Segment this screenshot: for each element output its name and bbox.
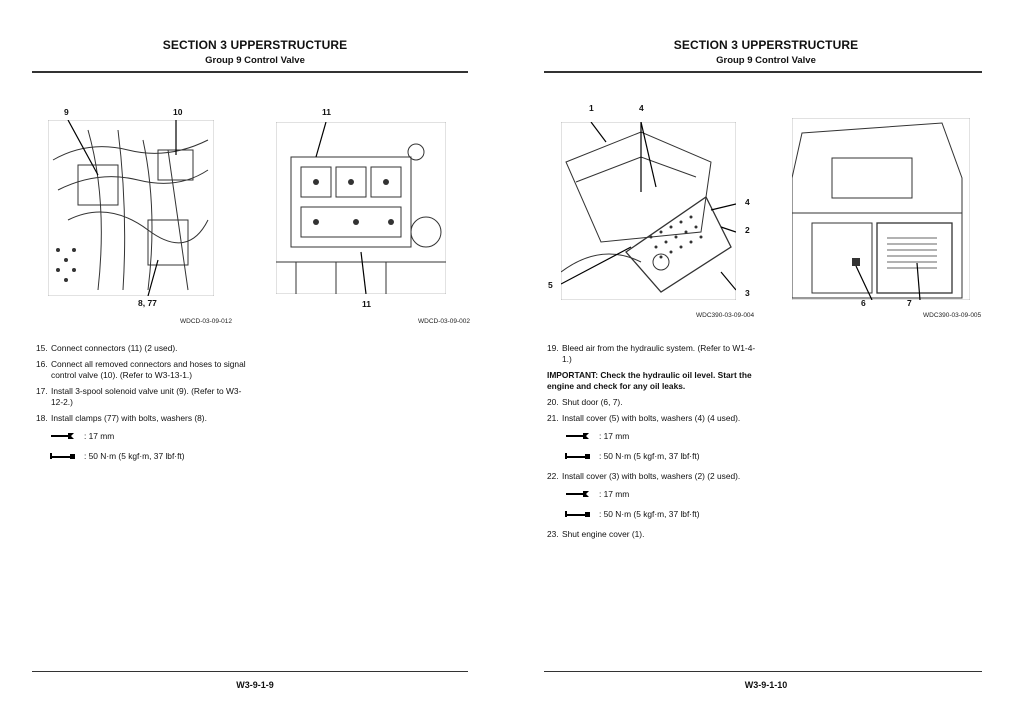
wrench-icon: [565, 490, 591, 501]
torque-wrench-icon: [565, 452, 591, 463]
step-text: Install clamps (77) with bolts, washers (8).: [51, 413, 207, 423]
step-number: 17.: [36, 386, 48, 396]
step-number: 20.: [547, 397, 559, 407]
step-22: [547, 471, 757, 482]
step-15: [36, 343, 251, 354]
step-21: [547, 413, 757, 424]
section-title: SECTION 3 UPPERSTRUCTURE: [673, 38, 859, 52]
spec-wrench: [565, 431, 757, 442]
spec-wrench: [565, 489, 757, 500]
callout-5: 5: [548, 280, 553, 290]
callout-1: 1: [589, 103, 594, 113]
spec-value: : 17 mm: [599, 489, 630, 499]
step-number: 15.: [36, 343, 48, 353]
callout-6: 6: [861, 298, 866, 308]
callout-11-top: 11: [322, 107, 331, 117]
callout-4-top: 4: [639, 103, 644, 113]
important-note: [547, 370, 757, 392]
page-number: W3-9-1-10: [744, 680, 788, 690]
spec-wrench: [50, 431, 251, 442]
step-text: Shut engine cover (1).: [562, 529, 645, 539]
wrench-icon: [50, 432, 76, 443]
left-page: [0, 0, 510, 722]
step-text: Connect all removed connectors and hoses to signal control valve (10). (Refer to W3-13-1.): [51, 359, 246, 380]
figure-control-valve: [276, 122, 446, 294]
callout-3: 3: [745, 288, 750, 298]
step-number: 23.: [547, 529, 559, 539]
figure-code: WDC390-03-09-004: [696, 312, 755, 319]
spec-value: : 50 N·m (5 kgf·m, 37 lbf·ft): [599, 509, 700, 519]
figure-doors: [792, 118, 970, 300]
callout-7: 7: [907, 298, 912, 308]
spec-torque: [565, 509, 757, 520]
figure-engine-cover: [561, 122, 736, 300]
torque-wrench-icon: [50, 452, 76, 463]
figure-solenoid-valve: [48, 120, 214, 296]
step-text: Install cover (3) with bolts, washers (2) (2 used).: [562, 471, 741, 481]
step-text: Connect connectors (11) (2 used).: [51, 343, 178, 353]
spec-value: : 50 N·m (5 kgf·m, 37 lbf·ft): [599, 451, 700, 461]
step-number: 18.: [36, 413, 48, 423]
group-title: Group 9 Control Valve: [716, 55, 816, 66]
callout-8-77: 8, 77: [138, 298, 157, 308]
step-20: [547, 397, 757, 408]
page-number: W3-9-1-9: [236, 680, 274, 690]
important-label: IMPORTANT:: [547, 370, 599, 380]
step-number: 22.: [547, 471, 559, 481]
step-text: Install 3-spool solenoid valve unit (9). (Refer to W3-12-2.): [51, 386, 242, 407]
group-title: Group 9 Control Valve: [205, 55, 305, 66]
step-text: Install cover (5) with bolts, washers (4) (4 used).: [562, 413, 741, 423]
wrench-icon: [565, 432, 591, 443]
important-text: Check the hydraulic oil level. Start the engine and check for any oil leaks.: [547, 370, 752, 391]
step-number: 21.: [547, 413, 559, 423]
step-text: Bleed air from the hydraulic system. (Refer to W1-4-1.): [562, 343, 756, 364]
spec-torque: [565, 451, 757, 462]
step-17: [36, 386, 251, 408]
step-number: 19.: [547, 343, 559, 353]
footer-rule: [32, 671, 468, 672]
spec-value: : 50 N·m (5 kgf·m, 37 lbf·ft): [84, 451, 185, 461]
callout-4-right: 4: [745, 197, 750, 207]
footer-rule: [544, 671, 982, 672]
callout-2: 2: [745, 225, 750, 235]
step-16: [36, 359, 251, 381]
callout-11-bottom: 11: [362, 299, 371, 309]
step-number: 16.: [36, 359, 48, 369]
step-text: Shut door (6, 7).: [562, 397, 623, 407]
spec-value: : 17 mm: [599, 431, 630, 441]
callout-9: 9: [64, 107, 69, 117]
torque-wrench-icon: [565, 510, 591, 521]
procedure-steps: [36, 343, 251, 471]
header-rule: [544, 71, 982, 73]
step-23: [547, 529, 757, 540]
figure-code: WDCD-03-09-012: [180, 318, 233, 325]
callout-10: 10: [173, 107, 183, 117]
figure-code: WDC390-03-09-005: [923, 312, 982, 319]
spec-value: : 17 mm: [84, 431, 115, 441]
section-title: SECTION 3 UPPERSTRUCTURE: [162, 38, 348, 52]
step-18: [36, 413, 251, 424]
procedure-steps: [547, 343, 757, 545]
spec-torque: [50, 451, 251, 462]
header-rule: [32, 71, 468, 73]
right-page: [511, 0, 1021, 722]
figure-code: WDCD-03-09-002: [418, 318, 471, 325]
step-19: [547, 343, 757, 365]
